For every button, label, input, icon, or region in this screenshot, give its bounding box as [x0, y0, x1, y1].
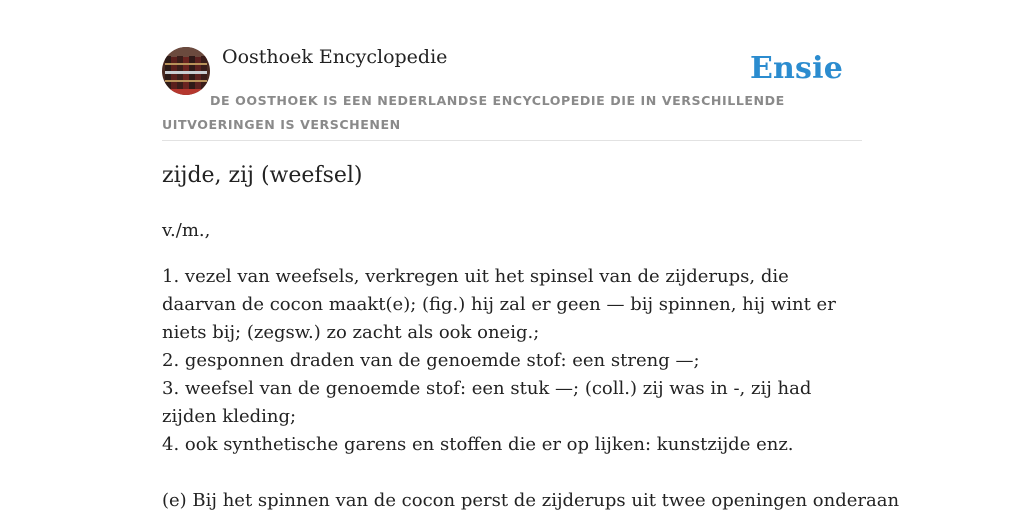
site-name[interactable]: Oosthoek Encyclopedie [222, 46, 448, 68]
page [162, 0, 900, 512]
entry-title: zijde, zij (weefsel) [162, 163, 363, 188]
entry-note: (e) Bij het spinnen van de cocon perst de zijderups uit twee openingen onderaan [162, 490, 900, 511]
definition-item: 3. weefsel van de genoemde stof: een stuk —; (coll.) zij was in -, zij had zijden kleding; [162, 378, 812, 427]
definition-item: 2. gesponnen draden van de genoemde stof: een streng —; [162, 350, 700, 371]
site-header [162, 0, 862, 141]
bookshelf-icon[interactable] [162, 47, 210, 95]
definition-item: 1. vezel van weefsels, verkregen uit het spinsel van de zijderups, die daarvan de cocon maakt(e); (fig.) hij zal er geen — bij spinnen, hij wint er niets bij; (zegsw.) zo zacht als ook oneig.; [162, 266, 836, 343]
definition-item: 4. ook synthetische garens en stoffen die er op lijken: kunstzijde enz. [162, 434, 794, 455]
grammar-info: v./m., [162, 220, 211, 241]
definition-list [162, 263, 862, 459]
site-tagline: DE OOSTHOEK IS EEN NEDERLANDSE ENCYCLOPEDIE DIE IN VERSCHILLENDE UITVOERINGEN IS VERSCHENEN [162, 93, 785, 132]
brand-logo[interactable]: Ensie [749, 51, 843, 86]
